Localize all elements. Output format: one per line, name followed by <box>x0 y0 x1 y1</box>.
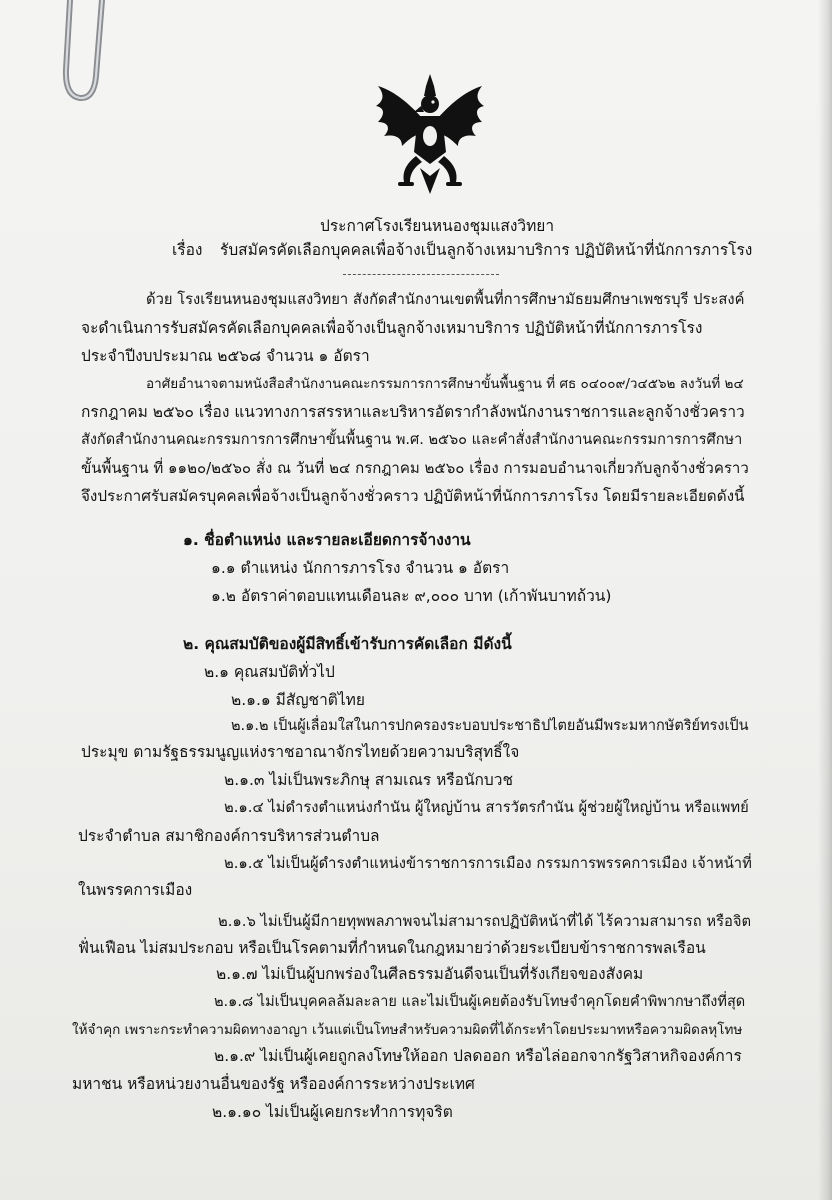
qualification-item: ๒.๑.๑๐ ไม่เป็นผู้เคยกระทำการทุจริต <box>212 1103 453 1121</box>
announcement-title: ประกาศโรงเรียนหนองชุมแสงวิทยา <box>320 217 555 235</box>
qualification-item-continued: ฟั่นเฟือน ไม่สมประกอบ หรือเป็นโรคตามที่กำหนดในกฎหมายว่าด้วยระเบียบข้าราชการพลเรือน <box>78 939 706 957</box>
authority-line: อาศัยอำนาจตามหนังสือสำนักงานคณะกรรมการการศึกษาขั้นพื้นฐาน ที่ ศธ ๐๔๐๐๙/ว๔๕๖๒ ลงวันที่ ๒๔ <box>146 376 744 392</box>
header-divider <box>343 274 499 275</box>
section-1-heading: ๑. ชื่อตำแหน่ง และรายละเอียดการจ้างงาน <box>183 531 471 549</box>
qualification-item-continued: ในพรรคการเมือง <box>78 881 193 899</box>
qualification-item: ๒.๑.๖ ไม่เป็นผู้มีกายทุพพลภาพจนไม่สามารถปฏิบัติหน้าที่ได้ ไร้ความสามารถ หรือจิต <box>218 913 752 930</box>
intro-line: จะดำเนินการรับสมัครคัดเลือกบุคคลเพื่อจ้างเป็นลูกจ้างเหมาบริการ ปฏิบัติหน้าที่นักการภารโรง <box>81 319 703 337</box>
qualification-item-continued: ประมุข ตามรัฐธรรมนูญแห่งราชอาณาจักรไทยด้วยความบริสุทธิ์ใจ <box>81 743 520 761</box>
authority-line: จึงประกาศรับสมัครบุคคลเพื่อจ้างเป็นลูกจ้างชั่วคราว ปฏิบัติหน้าที่นักการภารโรง โดยมีรายละเอียดดังนี้ <box>81 487 745 505</box>
garuda-emblem-icon <box>372 72 488 198</box>
page-edge-shadow <box>818 0 832 1200</box>
authority-line: กรกฎาคม ๒๕๖๐ เรื่อง แนวทางการสรรหาและบริหารอัตรากำลังพนักงานราชการและลูกจ้างชั่วคราว <box>81 403 745 421</box>
authority-line: สังกัดสำนักงานคณะกรรมการการศึกษาขั้นพื้นฐาน พ.ศ. ๒๕๖๐ และคำสั่งสำนักงานคณะกรรมการการศึกษา <box>81 432 743 448</box>
qualification-item: ๒.๑.๒ เป็นผู้เลื่อมใสในการปกครองระบอบประชาธิปไตยอันมีพระมหากษัตริย์ทรงเป็น <box>231 718 749 734</box>
paper-clip-icon <box>52 0 112 108</box>
qualification-item-continued: มหาชน หรือหน่วยงานอื่นของรัฐ หรือองค์การระหว่างประเทศ <box>72 1075 475 1093</box>
qualification-item: ๒.๑.๑ มีสัญชาติไทย <box>231 691 365 709</box>
intro-line: ประจำปีงบประมาณ ๒๕๖๘ จำนวน ๑ อัตรา <box>81 347 370 365</box>
subject-label: เรื่อง <box>172 241 203 259</box>
qualification-item: ๒.๑.๔ ไม่ดำรงตำแหน่งกำนัน ผู้ใหญ่บ้าน สารวัตรกำนัน ผู้ช่วยผู้ใหญ่บ้าน หรือแพทย์ <box>224 799 749 816</box>
qualification-item-continued: ประจำตำบล สมาชิกองค์การบริหารส่วนตำบล <box>78 827 380 845</box>
qualification-item: ๒.๑.๗ ไม่เป็นผู้บกพร่องในศีลธรรมอันดีจนเป็นที่รังเกียจของสังคม <box>216 965 644 983</box>
qualification-item-continued: ให้จำคุก เพราะกระทำความผิดทางอาญา เว้นแต่เป็นโทษสำหรับความผิดที่ได้กระทำโดยประมาทหรือความผิดลหุโทษ <box>72 1022 743 1038</box>
qualification-item: ๒.๑.๕ ไม่เป็นผู้ดำรงตำแหน่งข้าราชการการเมือง กรรมการพรรคการเมือง เจ้าหน้าที่ <box>224 855 752 872</box>
qualification-item: ๒.๑.๘ ไม่เป็นบุคคลล้มละลาย และไม่เป็นผู้เคยต้องรับโทษจำคุกโดยคำพิพากษาถึงที่สุด <box>214 994 746 1010</box>
section-1-item: ๑.๒ อัตราค่าตอบแทนเดือนละ ๙,๐๐๐ บาท (เก้าพันบาทถ้วน) <box>211 587 612 605</box>
authority-line: ขั้นพื้นฐาน ที่ ๑๑๒๐/๒๕๖๐ สั่ง ณ วันที่ ๒๔ กรกฎาคม ๒๕๖๐ เรื่อง การมอบอำนาจเกี่ยวกับลูกจ้างชั่วคราว <box>81 459 749 477</box>
qualification-item: ๒.๑.๙ ไม่เป็นผู้เคยถูกลงโทษให้ออก ปลดออก หรือไล่ออกจากรัฐวิสาหกิจองค์การ <box>214 1047 742 1065</box>
section-2-subheading: ๒.๑ คุณสมบัติทั่วไป <box>204 663 335 681</box>
intro-line: ด้วย โรงเรียนหนองชุมแสงวิทยา สังกัดสำนักงานเขตพื้นที่การศึกษามัธยมศึกษาเพชรบุรี ประสงค์ <box>146 291 745 308</box>
subject-text: รับสมัครคัดเลือกบุคคลเพื่อจ้างเป็นลูกจ้างเหมาบริการ ปฏิบัติหน้าที่นักการภารโรง <box>220 241 753 259</box>
section-1-item: ๑.๑ ตำแหน่ง นักการภารโรง จำนวน ๑ อัตรา <box>211 559 510 577</box>
qualification-item: ๒.๑.๓ ไม่เป็นพระภิกษุ สามเณร หรือนักบวช <box>224 771 513 789</box>
section-2-heading: ๒. คุณสมบัติของผู้มีสิทธิ์เข้ารับการคัดเลือก มีดังนี้ <box>183 635 512 653</box>
